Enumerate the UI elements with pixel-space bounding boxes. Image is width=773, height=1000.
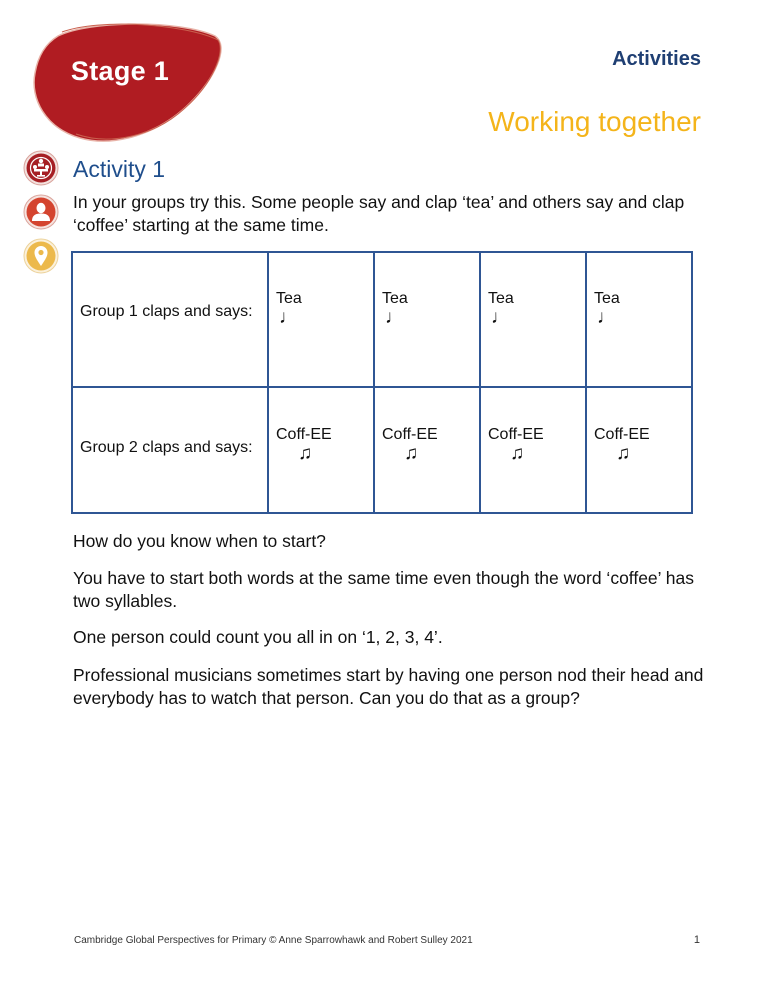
location-pin-icon	[23, 238, 59, 274]
beat-cell	[480, 252, 586, 387]
footer-copyright: Cambridge Global Perspectives for Primary © Anne Sparrowhawk and Robert Sulley 2021	[74, 935, 473, 946]
beat-word: Coff-EE	[276, 426, 332, 443]
rhythm-table	[71, 251, 693, 514]
beat-cell	[268, 387, 374, 513]
person-icon	[23, 194, 59, 230]
eighth-notes-icon: ♫	[510, 443, 525, 464]
beat-cell	[374, 387, 480, 513]
quarter-note-icon: ♩	[279, 306, 298, 328]
paragraph-start-together: You have to start both words at the same time even though the word ‘coffee’ has two syllables.	[73, 568, 694, 611]
table-row-group-1	[72, 252, 692, 387]
section-title: Activities	[612, 48, 701, 70]
beat-word: Coff-EE	[488, 426, 544, 443]
beat-word: Coff-EE	[382, 426, 438, 443]
beat-cell	[586, 252, 692, 387]
table-row-group-2	[72, 387, 692, 513]
activity-intro: In your groups try this. Some people say and clap ‘tea’ and others say and clap ‘coffee’ starting at the same time.	[73, 192, 685, 235]
beat-word: Tea	[488, 289, 514, 307]
eighth-notes-icon: ♫	[616, 443, 631, 464]
beat-cell	[586, 387, 692, 513]
beat-word: Coff-EE	[594, 426, 650, 443]
page-number: 1	[693, 934, 700, 946]
beat-word: Tea	[382, 289, 408, 307]
quarter-note-icon: ♩	[491, 306, 510, 328]
beat-word: Tea	[276, 289, 302, 307]
stage-label: Stage 1	[70, 56, 170, 86]
paragraph-count-in: One person could count you all in on ‘1, 2, 3, 4’.	[73, 627, 443, 647]
paragraph-professional-musicians: Professional musicians sometimes start by having one person nod their head and everybody has to watch that person. Can you do that as a group?	[73, 665, 704, 708]
eighth-notes-icon: ♫	[298, 443, 313, 464]
beat-cell	[374, 252, 480, 387]
row-label	[72, 252, 268, 387]
group-collaboration-icon	[23, 150, 59, 186]
beat-cell	[268, 252, 374, 387]
activity-title: Activity 1	[73, 156, 166, 182]
row-label-text: Group 2 claps and says:	[80, 439, 253, 456]
row-label	[72, 387, 268, 513]
quarter-note-icon: ♩	[597, 306, 616, 328]
quarter-note-icon: ♩	[385, 306, 404, 328]
row-label-text: Group 1 claps and says:	[80, 302, 253, 320]
page-subtitle: Working together	[488, 106, 701, 137]
eighth-notes-icon: ♫	[404, 443, 419, 464]
question-when-to-start: How do you know when to start?	[73, 531, 326, 551]
stage-badge	[30, 18, 225, 148]
beat-word: Tea	[594, 289, 620, 307]
beat-cell	[480, 387, 586, 513]
